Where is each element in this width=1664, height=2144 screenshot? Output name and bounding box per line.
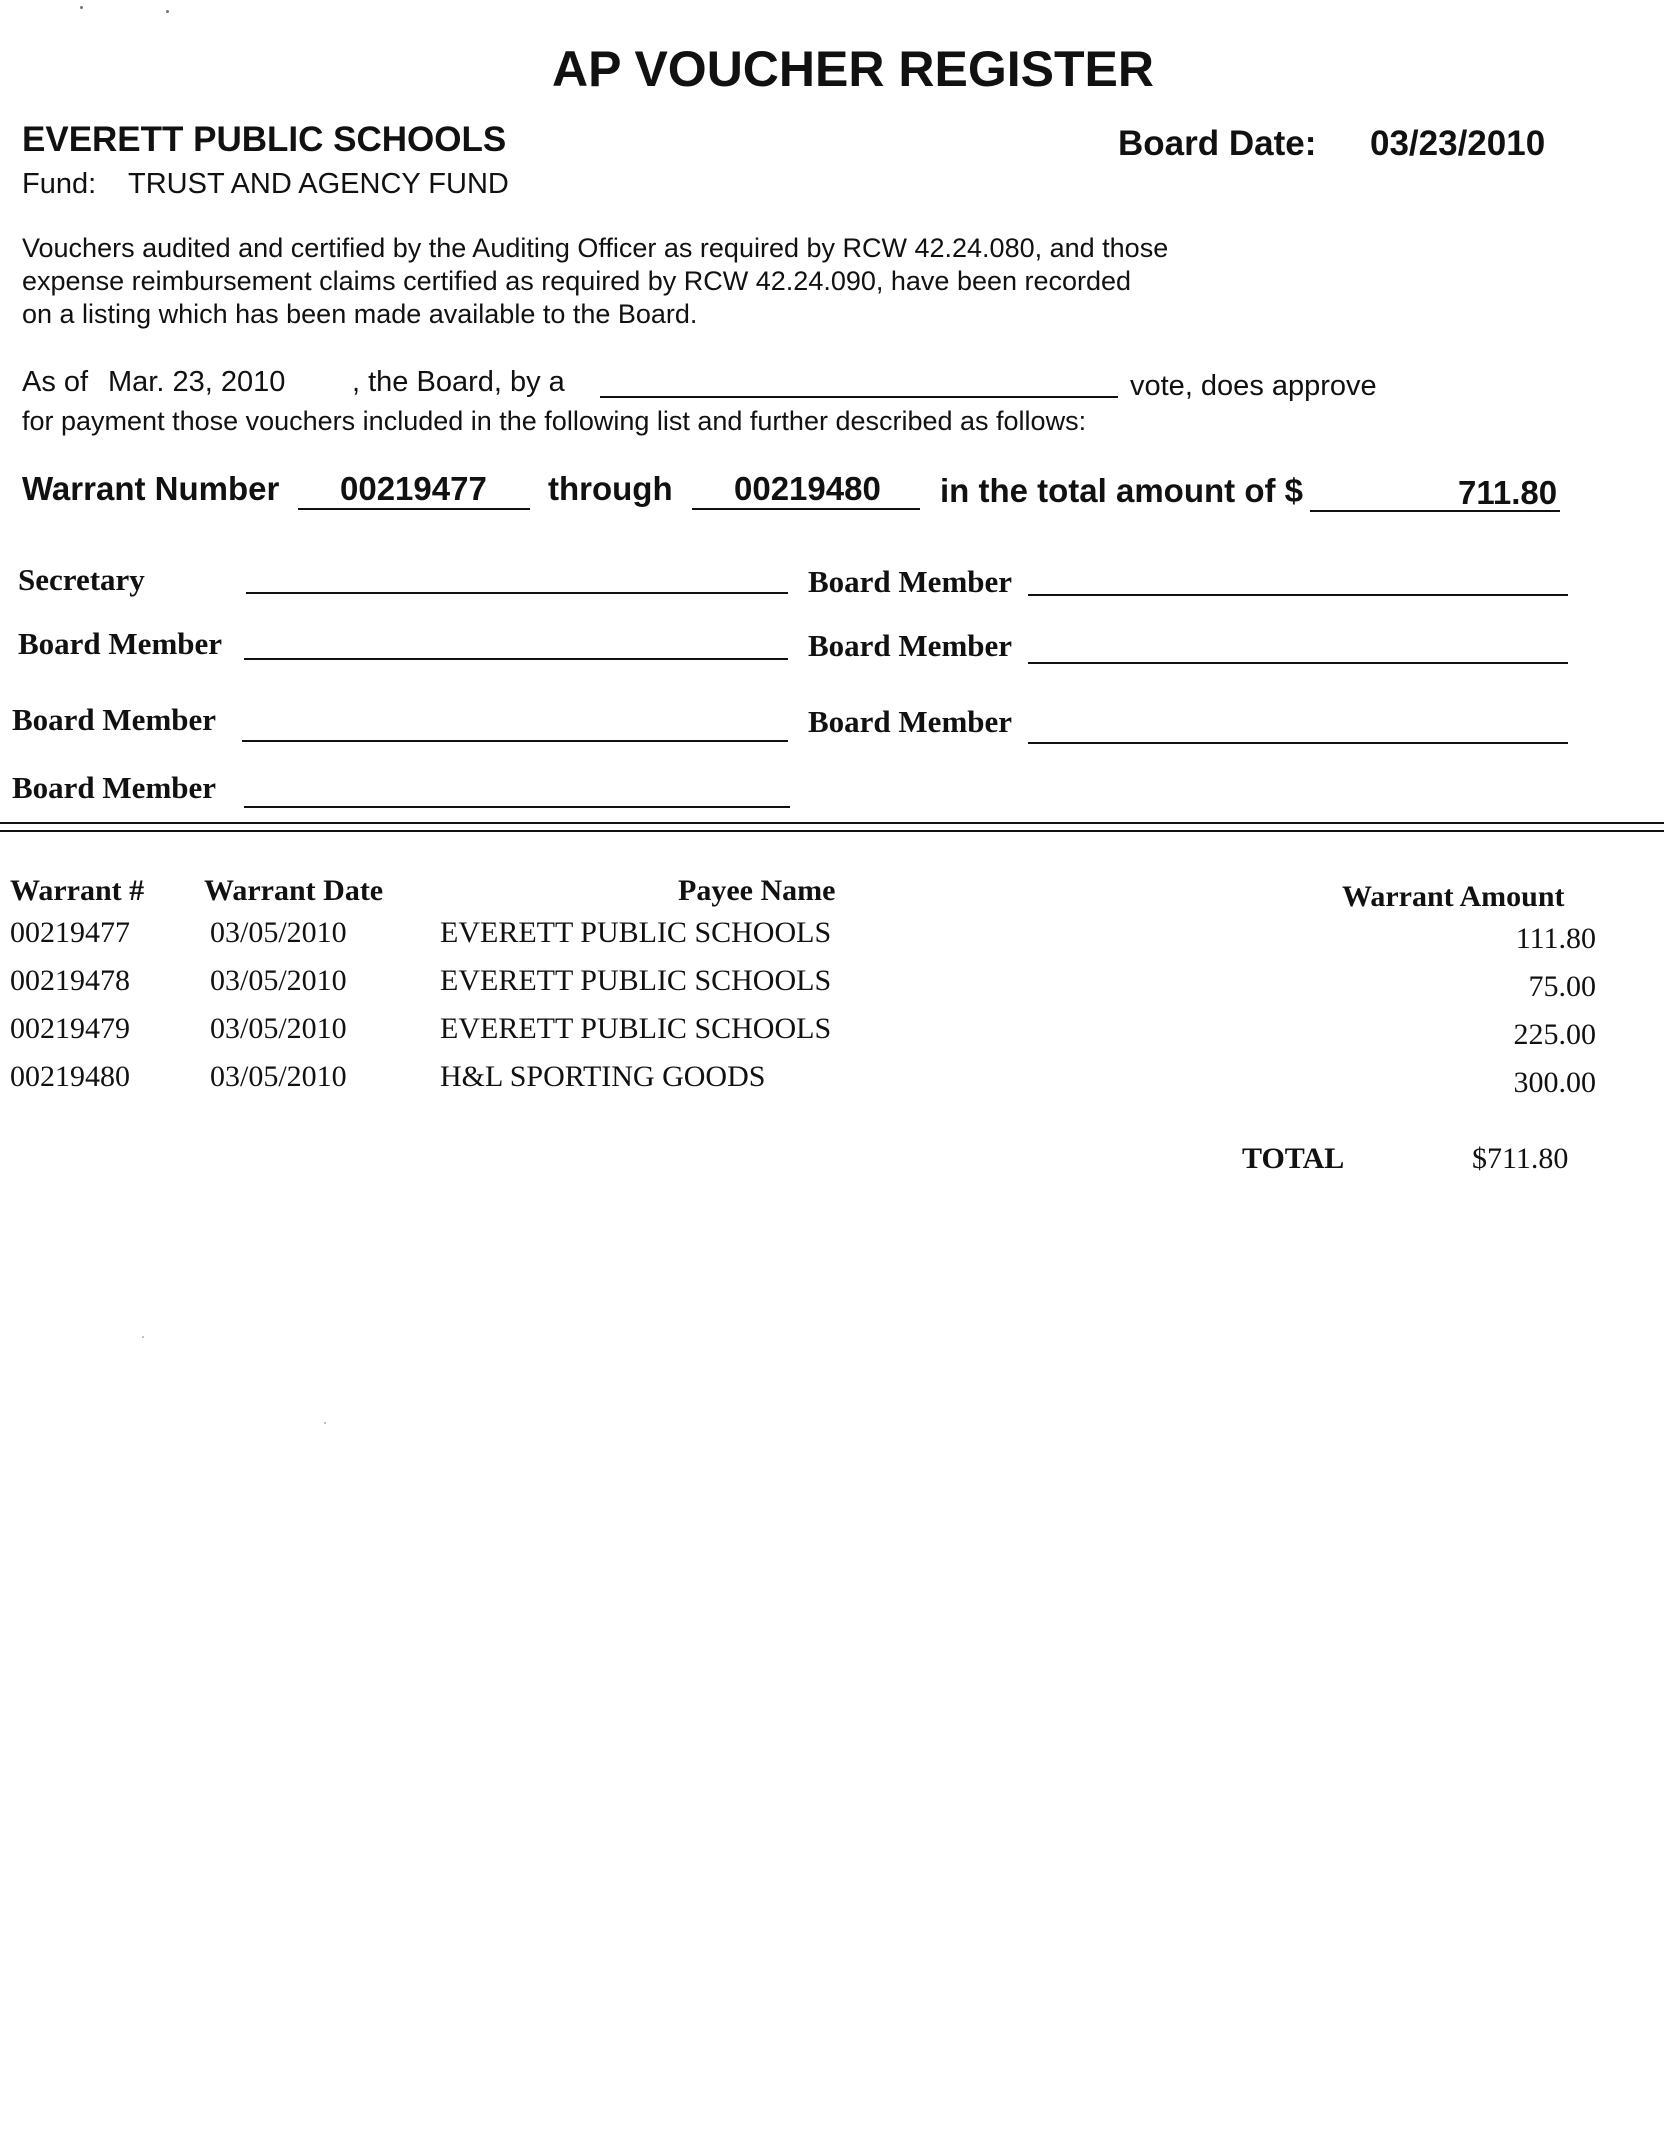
secretary-label: Secretary xyxy=(18,562,145,597)
payee-name: EVERETT PUBLIC SCHOOLS xyxy=(440,916,832,949)
warrant-number: 00219477 xyxy=(10,916,130,949)
table-total-value: $711.80 xyxy=(1472,1142,1569,1175)
warrant-from-underline xyxy=(298,508,530,510)
scan-speck xyxy=(142,1336,144,1338)
board-member-label: Board Member xyxy=(12,702,217,737)
board-date-value: 03/23/2010 xyxy=(1370,124,1546,163)
warrant-number: 00219478 xyxy=(10,964,130,997)
column-header-warrant-date: Warrant Date xyxy=(204,874,384,907)
column-header-payee-name: Payee Name xyxy=(678,874,836,907)
board-member-label: Board Member xyxy=(808,564,1013,599)
board-member-signature-line xyxy=(244,658,788,660)
warrant-to-underline xyxy=(692,508,920,510)
warrant-date: 03/05/2010 xyxy=(210,1012,347,1045)
board-member-signature-line xyxy=(1028,742,1568,744)
warrant-from: 00219477 xyxy=(340,470,487,507)
warrant-amount: 75.00 xyxy=(1528,970,1596,1003)
as-of-date: Mar. 23, 2010 xyxy=(108,366,286,398)
board-member-signature-line xyxy=(242,740,788,742)
fund-name: TRUST AND AGENCY FUND xyxy=(128,168,509,200)
certification-line: Vouchers audited and certified by the Auditing Officer as required by RCW 42.24.080, and those xyxy=(22,233,1169,263)
board-member-label: Board Member xyxy=(808,704,1013,739)
page-title: AP VOUCHER REGISTER xyxy=(552,41,1154,97)
board-member-signature-line xyxy=(1028,594,1568,596)
board-member-signature-line xyxy=(1028,662,1568,664)
warrant-amount: 111.80 xyxy=(1515,922,1596,955)
total-amount-underline xyxy=(1310,510,1560,512)
warrant-date: 03/05/2010 xyxy=(210,1060,347,1093)
warrant-number: 00219480 xyxy=(10,1060,130,1093)
board-date-label: Board Date: xyxy=(1118,124,1317,163)
warrant-to: 00219480 xyxy=(734,470,881,507)
vote-text: vote, does approve xyxy=(1130,370,1377,402)
through-label: through xyxy=(548,470,673,507)
board-member-signature-line xyxy=(244,806,790,808)
total-amount: 711.80 xyxy=(1458,474,1558,511)
scan-speck xyxy=(80,6,83,9)
certification-line: expense reimbursement claims certified as required by RCW 42.24.090, have been recorded xyxy=(22,266,1132,296)
warrant-date: 03/05/2010 xyxy=(210,916,347,949)
warrant-amount: 225.00 xyxy=(1513,1018,1596,1051)
board-member-label: Board Member xyxy=(18,626,223,661)
warrant-number-label: Warrant Number xyxy=(22,470,280,507)
vote-blank-line xyxy=(600,396,1118,398)
scan-speck xyxy=(324,1422,326,1424)
payment-description: for payment those vouchers included in the following list and further described as follows: xyxy=(22,406,1087,436)
certification-paragraph xyxy=(22,232,1168,331)
warrant-date: 03/05/2010 xyxy=(210,964,347,997)
organization-name: EVERETT PUBLIC SCHOOLS xyxy=(22,120,507,159)
as-of-label: As of xyxy=(22,366,89,398)
board-by-text: , the Board, by a xyxy=(352,366,565,398)
warrant-amount: 300.00 xyxy=(1513,1066,1596,1099)
payee-name: H&L SPORTING GOODS xyxy=(440,1060,766,1093)
warrant-number: 00219479 xyxy=(10,1012,130,1045)
section-divider xyxy=(0,822,1664,824)
total-amount-label: in the total amount of $ xyxy=(940,472,1303,509)
secretary-signature-line xyxy=(246,592,788,594)
scan-speck xyxy=(166,10,169,13)
fund-label: Fund: xyxy=(22,168,97,200)
board-member-label: Board Member xyxy=(808,628,1013,663)
column-header-warrant-amount: Warrant Amount xyxy=(1342,880,1565,913)
board-member-label: Board Member xyxy=(12,770,217,805)
section-divider xyxy=(0,830,1664,832)
payee-name: EVERETT PUBLIC SCHOOLS xyxy=(440,964,832,997)
column-header-warrant-number: Warrant # xyxy=(10,874,145,907)
certification-line: on a listing which has been made available to the Board. xyxy=(22,299,698,329)
payee-name: EVERETT PUBLIC SCHOOLS xyxy=(440,1012,832,1045)
table-total-label: TOTAL xyxy=(1242,1142,1345,1175)
